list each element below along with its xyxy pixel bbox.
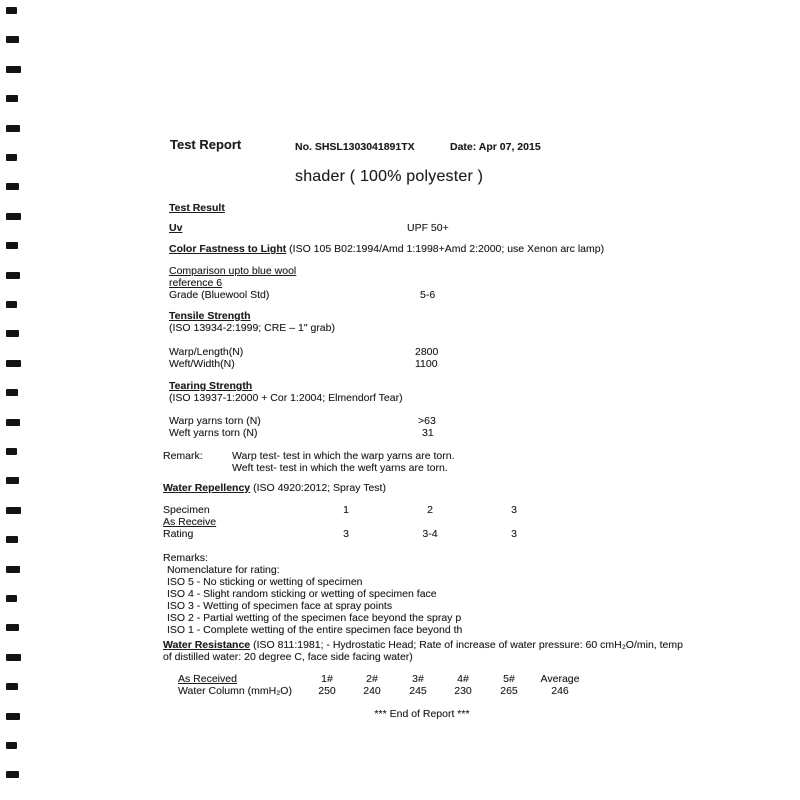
end-of-report: *** End of Report ***: [374, 708, 470, 720]
grade-value: 5-6: [420, 289, 436, 301]
tearing-method: (ISO 13937-1:2000 + Cor 1:2004; Elmendorf Tear): [169, 392, 403, 404]
tensile-method: (ISO 13934-2:1999; CRE – 1" grab): [169, 322, 335, 334]
water-resistance-method-line2: of distilled water: 20 degree C, face side facing water): [163, 651, 413, 663]
uv-label: Uv: [169, 222, 183, 234]
specimen-cell: 3: [511, 504, 517, 516]
value-cell: 240: [363, 685, 381, 697]
rating-cell: 3: [343, 528, 349, 540]
uv-value: UPF 50+: [407, 222, 449, 234]
report-number: No. SHSL1303041891TX: [295, 141, 415, 153]
rating-cell: 3: [511, 528, 517, 540]
value-cell: 245: [409, 685, 427, 697]
value-cell: 265: [500, 685, 518, 697]
remark-label: Remark:: [163, 450, 203, 462]
report-date: Date: Apr 07, 2015: [450, 141, 541, 153]
comparison-line1: Comparison upto blue wool: [169, 265, 297, 277]
specimen-label: Specimen: [163, 504, 210, 516]
value-cell: 230: [454, 685, 472, 697]
tearing-row-value: >63: [418, 415, 436, 427]
color-fastness-method: (ISO 105 B02:1994/Amd 1:1998+Amd 2:2000; use Xenon arc lamp): [286, 243, 605, 255]
specimen-cell: 1: [343, 504, 349, 516]
tensile-title: Tensile Strength: [169, 310, 251, 322]
remarks-line: ISO 5 - No sticking or wetting of specimen: [167, 576, 363, 588]
tensile-row-value: 1100: [415, 358, 438, 370]
remarks-line: ISO 1 - Complete wetting of the entire specimen face beyond th: [167, 624, 463, 636]
water-resistance-heading: [163, 639, 683, 651]
as-received-label: As Received: [178, 673, 237, 685]
test-result-heading: Test Result: [169, 202, 225, 214]
sample-description: shader ( 100% polyester ): [295, 168, 484, 185]
specimen-cell: 2: [427, 504, 433, 516]
as-receive-label: As Receive: [163, 516, 217, 528]
water-resistance-method: (ISO 811:1981; - Hydrostatic Head; Rate of increase of water pressure: 60 cmH₂O/min, temp: [250, 639, 683, 651]
tearing-row-label: Weft yarns torn (N): [169, 427, 258, 439]
color-fastness-title: Color Fastness to Light: [169, 243, 287, 255]
remarks-line: ISO 2 - Partial wetting of the specimen face beyond the spray p: [167, 612, 462, 624]
column-header: 4#: [457, 673, 469, 685]
water-repellency-title: Water Repellency: [163, 482, 251, 494]
remarks-label: Remarks:: [163, 552, 208, 564]
remarks-line: ISO 4 - Slight random sticking or wetting of specimen face: [167, 588, 437, 600]
water-repellency-heading: [163, 482, 386, 494]
tearing-title: Tearing Strength: [169, 380, 253, 392]
tearing-row-value: 31: [422, 427, 434, 439]
column-header: Average: [540, 673, 580, 685]
column-header: 1#: [321, 673, 333, 685]
tensile-row-value: 2800: [415, 346, 439, 358]
tensile-row-label: Weft/Width(N): [169, 358, 235, 370]
rating-label: Rating: [163, 528, 194, 540]
tearing-row-label: Warp yarns torn (N): [169, 415, 261, 427]
remarks-line: ISO 3 - Wetting of specimen face at spray points: [167, 600, 393, 612]
water-column-label: Water Column (mmH₂O): [178, 685, 292, 697]
page-title: Test Report: [170, 137, 242, 152]
water-repellency-method: (ISO 4920:2012; Spray Test): [250, 482, 386, 494]
column-header: 5#: [503, 673, 515, 685]
column-header: 2#: [366, 673, 378, 685]
tensile-row-label: Warp/Length(N): [169, 346, 244, 358]
rating-cell: 3-4: [422, 528, 438, 540]
remarks-line: Nomenclature for rating:: [167, 564, 280, 576]
water-resistance-title: Water Resistance: [163, 639, 251, 651]
value-cell: 250: [318, 685, 336, 697]
remark-line: Warp test- test in which the warp yarns are torn.: [232, 450, 455, 462]
grade-label: Grade (Bluewool Std): [169, 289, 270, 301]
remark-line: Weft test- test in which the weft yarns are torn.: [232, 462, 448, 474]
column-header: 3#: [412, 673, 424, 685]
comparison-line2: reference 6: [169, 277, 223, 289]
color-fastness-heading: [169, 243, 604, 255]
value-cell: 246: [551, 685, 569, 697]
